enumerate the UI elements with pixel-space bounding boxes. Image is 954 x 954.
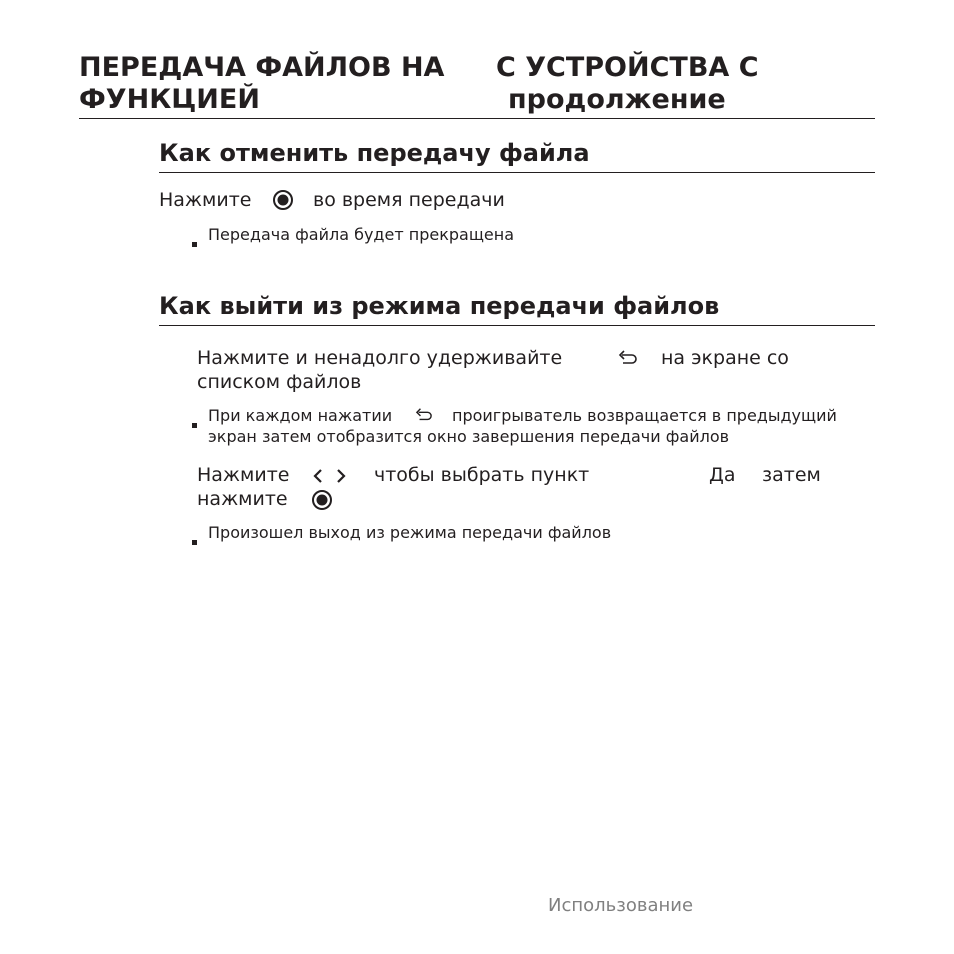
exit-step1-line2: списком файлов [197,371,362,393]
title-underline [79,118,875,119]
bullet-square [192,530,197,549]
exit-step2-line2: нажмите [197,488,288,510]
page-title-continued: продолжение [508,84,726,115]
page-title-line2-a: ФУНКЦИЕЙ [79,84,260,115]
exit-step1-suffix: на экране со [661,347,789,369]
exit-step2-after: затем [762,464,821,486]
section-heading-exit: Как выйти из режима передачи файлов [159,292,720,320]
left-right-chevrons-icon [312,467,348,485]
exit-step2-middle: чтобы выбрать пункт [374,464,590,486]
select-button-icon [311,489,333,511]
section-cancel-underline [159,172,875,173]
cancel-bullet-text: Передача файла будет прекращена [208,225,514,244]
exit-step2-option: Да [709,464,736,486]
exit-step2-prefix: Нажмите [197,464,290,486]
section-exit-underline [159,325,875,326]
exit-bullet1-line2: экран затем отобразится окно завершения передачи файлов [208,427,730,446]
back-arrow-icon [617,349,639,367]
page-title-line1-b: С УСТРОЙСТВА С [496,52,759,83]
cancel-step-suffix: во время передачи [313,189,505,211]
bullet-square [192,413,197,432]
section-heading-cancel: Как отменить передачу файла [159,139,590,167]
page-title-line1-a: ПЕРЕДАЧА ФАЙЛОВ НА [79,52,445,83]
footer-label: Использование [548,895,694,916]
select-button-icon [272,189,294,211]
exit-bullet1-suffix: проигрыватель возвращается в предыдущий [452,406,837,425]
exit-step1-prefix: Нажмите и ненадолго удерживайте [197,347,563,369]
cancel-step-prefix: Нажмите [159,189,252,211]
bullet-square [192,232,197,251]
exit-bullet2-text: Произошел выход из режима передачи файлов [208,523,612,542]
exit-bullet1-prefix: При каждом нажатии [208,406,393,425]
back-arrow-icon [413,407,435,423]
